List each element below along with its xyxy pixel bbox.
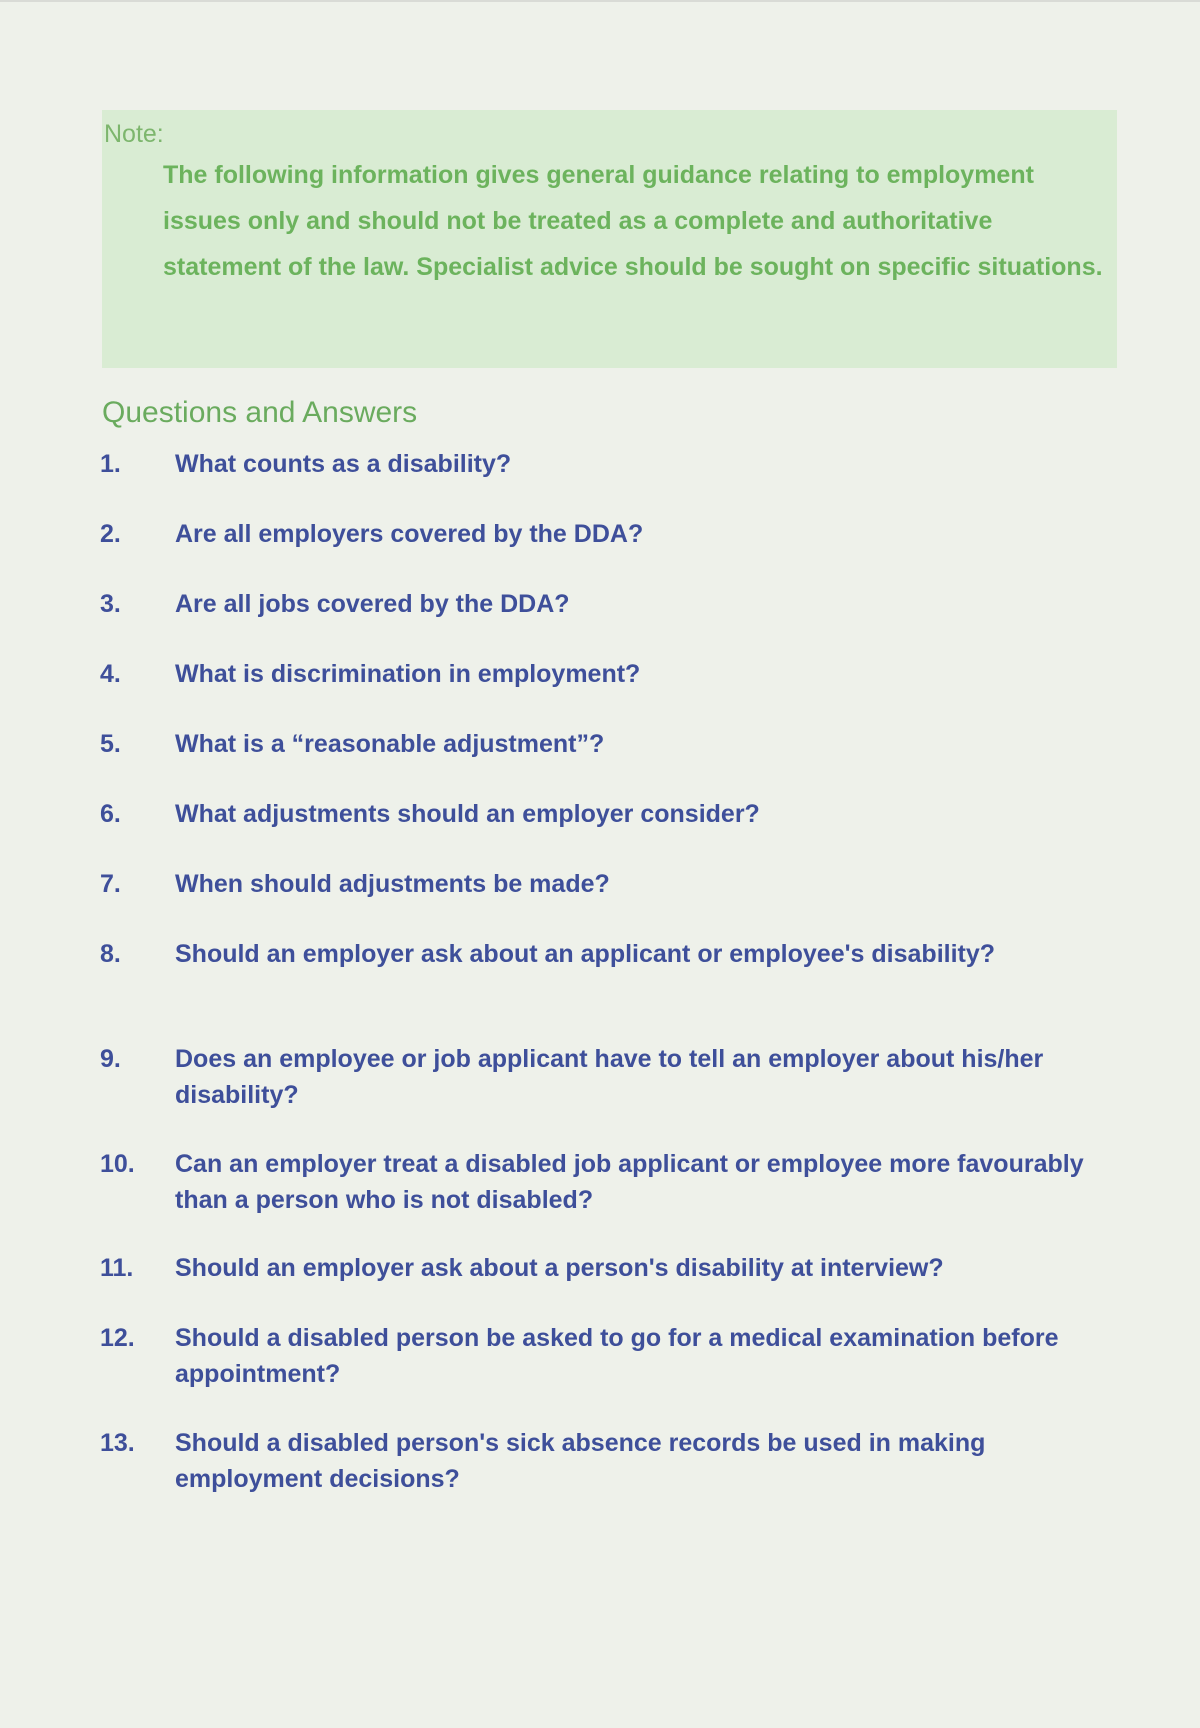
question-text: When should adjustments be made? (175, 870, 610, 898)
note-text: The following information gives general guidance relating to employment issues only and should not be treated as a complete and authoritative statement of the law. Specialist advice should be sought on specific situations. (163, 161, 1103, 281)
question-text: What is discrimination in employment? (175, 660, 641, 688)
question-number: 1. (100, 450, 121, 478)
questions-list (0, 2, 1200, 1728)
question-number: 8. (100, 940, 121, 968)
questions-heading: Questions and Answers (102, 396, 418, 429)
question-text: Should an employer ask about a person's disability at interview? (175, 1254, 944, 1282)
question-number: 6. (100, 800, 121, 828)
question-number: 4. (100, 660, 121, 688)
question-number: 11. (100, 1254, 134, 1282)
question-text: Should a disabled person's sick absence records be used in making employment decisions? (175, 1429, 986, 1493)
question-number: 12. (100, 1324, 135, 1352)
question-text: Should a disabled person be asked to go for a medical examination before appointment? (175, 1324, 1059, 1388)
question-text: Does an employee or job applicant have to tell an employer about his/her disability? (175, 1045, 1044, 1109)
question-number: 3. (100, 590, 121, 618)
question-number: 2. (100, 520, 121, 548)
question-number: 9. (100, 1045, 121, 1073)
question-text: Are all employers covered by the DDA? (175, 520, 644, 548)
question-text: What is a “reasonable adjustment”? (175, 730, 605, 758)
question-number: 10. (100, 1150, 135, 1178)
question-text: Are all jobs covered by the DDA? (175, 590, 570, 618)
question-number: 7. (100, 870, 121, 898)
question-text: What counts as a disability? (175, 450, 512, 478)
question-number: 5. (100, 730, 121, 758)
question-text: Can an employer treat a disabled job applicant or employee more favourably than a person who is not disabled? (175, 1150, 1084, 1214)
note-label: Note: (104, 120, 164, 148)
question-number: 13. (100, 1429, 135, 1457)
question-text: What adjustments should an employer consider? (175, 800, 760, 828)
question-text: Should an employer ask about an applicant or employee's disability? (175, 940, 996, 968)
